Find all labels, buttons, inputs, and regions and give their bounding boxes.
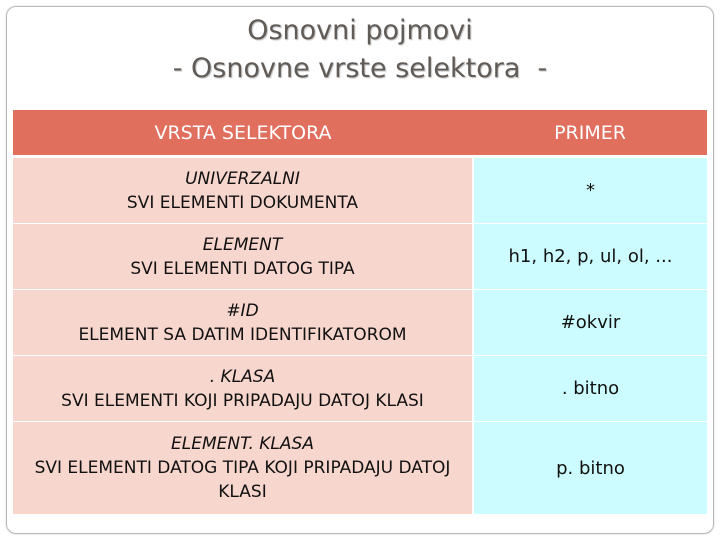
table-row xyxy=(13,422,707,515)
selector-type-cell xyxy=(13,224,473,290)
selector-name: #ID xyxy=(226,300,259,321)
selector-description: SVI ELEMENTI DATOG TIPA KOJI PRIPADAJU DATOJ KLASI xyxy=(34,458,451,502)
selector-description: SVI ELEMENTI DATOG TIPA xyxy=(130,258,355,279)
header-primer: PRIMER xyxy=(473,110,707,157)
selector-example: #okvir xyxy=(473,290,707,356)
selector-example: p. bitno xyxy=(473,422,707,515)
header-vrsta-selektora: VRSTA SELEKTORA xyxy=(13,110,473,157)
selector-type-cell xyxy=(13,157,473,224)
slide-title xyxy=(0,12,720,88)
table-row xyxy=(13,290,707,356)
selector-example: . bitno xyxy=(473,356,707,422)
selector-example: h1, h2, p, ul, ol, ... xyxy=(473,224,707,290)
selector-table xyxy=(13,110,707,514)
selector-type-cell xyxy=(13,356,473,422)
selector-type-cell xyxy=(13,290,473,356)
selector-name: ELEMENT xyxy=(202,234,283,255)
table-header-row xyxy=(13,110,707,157)
selector-description: ELEMENT SA DATIM IDENTIFIKATOROM xyxy=(78,324,407,345)
selector-type-cell xyxy=(13,422,473,515)
selector-name: ELEMENT. KLASA xyxy=(171,434,314,454)
selector-name: UNIVERZALNI xyxy=(185,168,300,189)
title-line-1: Osnovni pojmovi xyxy=(247,15,473,46)
title-line-2: - Osnovne vrste selektora - xyxy=(172,53,548,84)
table-row xyxy=(13,356,707,422)
table-row xyxy=(13,224,707,290)
table-row xyxy=(13,157,707,224)
selector-description: SVI ELEMENTI DOKUMENTA xyxy=(126,192,359,213)
selector-example: * xyxy=(473,157,707,224)
selector-description: SVI ELEMENTI KOJI PRIPADAJU DATOJ KLASI xyxy=(61,390,424,411)
selector-name: . KLASA xyxy=(209,366,276,387)
